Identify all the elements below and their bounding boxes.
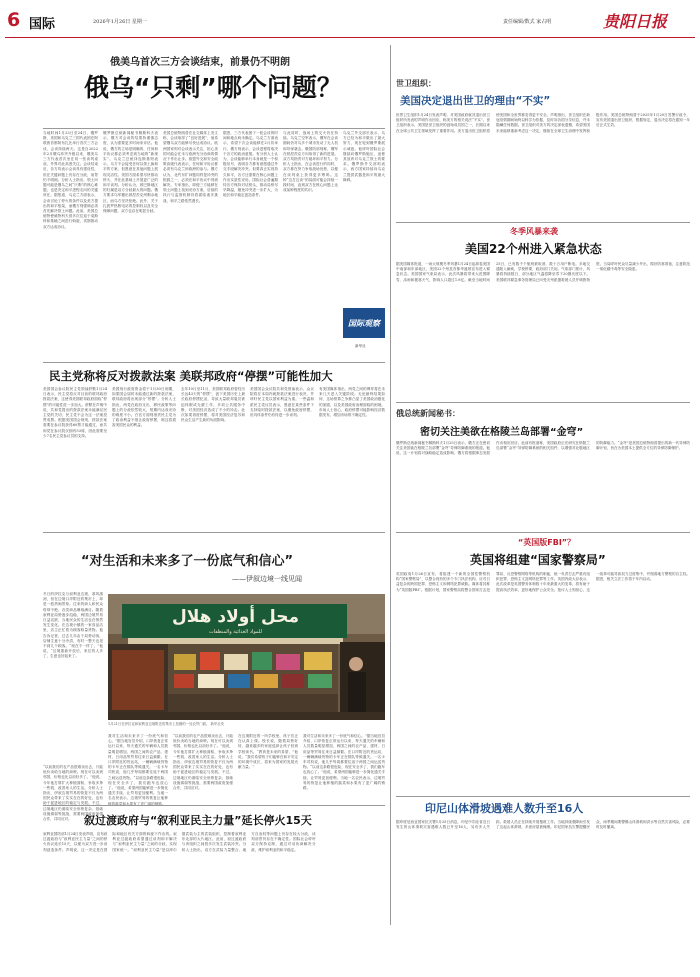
newspaper-logo: 贵阳日报 [603, 12, 668, 31]
middle-text-col4: 美国国会众议院共和党领袖表示，众议院将在本周内就拨款法案进行表决，并呼吁民主党以国家利益为重。一些温和派民主党议员表示，愿意在某些条件下支持临时拨款法案，以避免政府停摆，但具体条件仍有待进一步谈判。 [250, 387, 314, 418]
lead-text-col4: 据悉，三方代表团下一轮会谈的时间和地点尚未确定。乌克兰方面表示，希望下次会谈能够在2月初举行。俄方则表示，会谈进程将取决于各方的政治意愿。有分析人士认为，会谈能够举行本身就是一个积极信号，表明各方都有意愿通过外交手段解决冲突。但要真正实现持久和平，各方还需要在核心问题上作出实质性妥协。国际社会普遍期待各方保持对话势头，推动局势尽早降温，避免冲突进一步扩大，为地区和平稳定创造条件。 [223, 131, 278, 198]
lead-text-col6: 乌克兰外交部长表示，乌方已经为和平做出了最大努力，现在轮到俄罗斯展示诚意。他呼吁国际社会继续向俄罗斯施压，迫使其放弃对乌克兰领土的要求。俄罗斯外交部则表示，西方国家持续向乌克兰提供武器是和平的最大障碍。 [343, 131, 385, 182]
lead-text-col5: 与此同时，战场上的交火仍在持续。乌克兰空军表示，俄军在会谈期间仍对乌多个城市发动了无人机和导弹袭击。俄国防部则称，俄军在顿涅茨克方向取得了新的进展。双方均指责对方破坏和平努力。分析人士指出，在会谈进行的同时，双方都在努力争取战场优势，以便在谈判桌上获得更多筹码。这种“边打边谈”的局面可能会持续一段时间，直到双方在核心问题上达成某种程度的共识。 [283, 131, 338, 193]
shop-sign-arabic: محل أولاد هلال [171, 607, 299, 627]
s2-kicker: 冬季风暴来袭 [510, 227, 558, 236]
feature-headline: “对生活和未来多了一份底气和信心” [81, 554, 294, 569]
feature-text-col1-cont: “以前我们的农产品很难卖出去，只能低价卖给当地的商贩。现在可以卖到邻国，价格也比以前好多了。”他说，今年他打算扩大种植面积，争取多挣一些钱，改善家人的生活。分析人士指出，伊叙边境贸易的恢复不仅为两国民众带来了实实在在的好处，也有助于促进地区的稳定与发展。不过，边境地区仍面临安全形势复杂、基础设施薄弱等挑战，需要两国政府加强合作，共同应对。 [43, 765, 103, 822]
header-bar [5, 5, 695, 37]
middle-text-col1: 美国国会参议院民主党领袖舒默1月24日表示，民主党将反对目前的联邦政府拨款法案，这使得美国联邦政府面临“停摆”的可能性进一步加大。舒默在声明中说，共和党提出的拨款法案未能满足民主党的关切，民主党不会为这一法案投赞成票。根据美国国会规则，拨款法案需要在参议院获得60票才能通过，而共和党在参议院仅拥有53席，因此需要至少7名民主党参议员的支持。 [43, 387, 107, 438]
s4-divider [396, 532, 690, 533]
s3-headline: 密切关注美欲在格陵兰岛部署“金穹” [420, 427, 584, 438]
photo-caption: 1月21日在伊拉克和叙利亚边境附近的集市上拍摄的一处农贸门面。 新华社发 [108, 722, 225, 726]
page-number: 6 [7, 9, 21, 31]
middle-text-col5: 有美国媒体指出，两党之间的博弈将在未来几天进入关键阶段。无论最终结果如何，这场预算之争都凸显了美国政治极化的加剧，以及美国政府治理面临的困境。市场人士担心，政府停摆可能影响经济数据发布，增加市场的不确定性。 [319, 387, 385, 418]
s2-divider [396, 222, 690, 223]
s1-headline: 美国决定退出世卫的理由“不实” [400, 95, 551, 107]
s5-headline: 印尼山体滑坡遇难人数升至16人 [425, 802, 584, 815]
lead-text-col3: 美国总统特朗普在社交媒体上发文称，会谈取得了“良好进展”，他希望俄乌双方能够尽快达成协议。欧洲国家则对会谈表示关注，担心美国可能会在未与欧洲充分协商的情况下作出让步。欧盟外交和安全政策高级代表表示，任何和平协议都必须有乌克兰和欧洲的参与。俄方认为，北约东扩问题同样是冲突的根源之一，必须在和平协议中得到解决。专家指出，即便三方能够在领土问题上找到妥协方案，后续的执行与监督机制仍将面临诸多挑战，和平之路依然漫长。 [163, 131, 218, 203]
section-name: 国际 [29, 17, 56, 32]
s4-kicker: “英国版FBI”？ [518, 538, 576, 547]
feature-divider-top [43, 532, 385, 533]
s3-text: 俄罗斯总统新闻秘书佩斯科夫1月25日表示，俄方正在密切关注美国欲在格陵兰岛部署“金穹”导弹防御系统的报道。他说，这一计划将对战略稳定造成影响，俄方将根据事态发展作出相应回应。此前有报道称，美国政府正在研究在格陵兰岛部署“金穹”导弹防御系统的相关组件，以增强对北极地区的防御能力。“金穹”是美国总统特朗普提出的新一代导弹防御计划，旨在为美国本土提供全方位的导弹防御保护。 [396, 441, 690, 456]
lead-headline: 俄乌“只剩”哪个问题？ [84, 73, 342, 102]
feature-text-col4: 在边境附近的一所学校里，孩子们正在认真上课。校长说，随着局势好转，越来越多的家庭选择让孩子回到学校读书。“教育是未来的希望，”他说，“我们希望孩子们能够在和平安定的环境中成长，将来为国家的发展贡献力量。” [238, 734, 298, 770]
middle-divider-top [43, 362, 385, 363]
shop-sign-arabic-sub: للمواد الغذائية والمنظفات [209, 629, 262, 635]
s3-kicker: 俄总统新闻秘书： [396, 409, 460, 418]
page-editors: 责任编辑/数式 家占明 [503, 19, 552, 25]
s2-text: 据美国媒体报道，一场大规模冬季风暴1月24日起席卷美国中南部和东部地区，美国22个州及首都华盛顿宣布进入紧急状态。美国国家气象局表示，此次风暴将带来大范围降雪、冻雨和极寒天气，影响人口超过1.8亿。截至当地时间25日，已有数千个航班被取消，数十万用户断电。多地交通陷入瘫痪，学校停课，政府部门关闭。气象部门预计，风暴将持续数日，部分地区气温将降至零下20摄氏度以下。美国联邦紧急事务管理局已向受灾州派遣救援人员并调拨物资。当局呼吁民众尽量减少外出，做好防寒准备，注意防范一氧化碳中毒等安全隐患。 [396, 262, 690, 282]
header-rule [5, 37, 695, 38]
middle-headline: 民主党称将反对拨款法案 美联邦政府“停摆”可能性加大 [49, 369, 333, 383]
feature-text-col3: “以前我们的农产品很难卖出去，只能低价卖给当地的商贩。现在可以卖到邻国，价格也比以前好多了。”他说，今年他打算扩大种植面积，争取多挣一些钱，改善家人的生活。分析人士指出，伊叙边境贸易的恢复不仅为两国民众带来了实实在在的好处，也有助于促进地区的稳定与发展。不过，边境地区仍面临安全形势复杂、基础设施薄弱等挑战，需要两国政府加强合作，共同应对。 [173, 734, 233, 791]
lead-source: 新华社 [355, 344, 366, 348]
lead-divider [43, 128, 385, 129]
s4-text: 英国政府1月26日宣布，将组建一个新的全国性警察机构“国家警察局”，以整合现有的多个专门执法机构，应对日益复杂的跨国犯罪、恐怖主义和网络犯罪威胁。媒体将其称为“英国版FBI”。根据计划，国家警察局将整合国家打击犯罪局、反恐警察网络等机构的职能，统一负责打击严重有组织犯罪、恐怖主义及网络犯罪等工作。英国内政大臣表示，此次改革是英国警务体制数十年来最重大的变革，将有助于提高执法效率，更好地保护公众安全。批评人士则担心，这一改革可能导致权力过度集中，并削弱地方警察的自主权。据悉，相关立法工作将于年内启动。 [396, 572, 690, 592]
issue-date: 2026年1月26日 星期一 [93, 19, 147, 25]
s2-headline: 美国22个州进入紧急状态 [465, 242, 602, 256]
lead-text-col2: 俄罗斯总统新闻秘书佩斯科夫表示，俄方对会谈的结果持谨慎态度，认为需要更多时间来评估。他说，俄方的立场是明确的，任何和平协议都必须考虑到当地的“新现实”。乌克兰总统泽连斯基则表示，乌方不会接受任何以领土换和平的方案，但愿意在其他问题上展现灵活性。美国方面希望尽快推动停火，并在此基础上开展更广泛的和平谈判。分析认为，顿巴斯地区的归属是双方分歧最大的问题。俄方要求乌军撤出顿涅茨克州剩余地区，而乌方坚决拒绝。此外，关于扎波罗热核电站的控制权以及安全保障问题，双方也存在明显分歧。 [103, 131, 158, 214]
feature-text-col5: 我对生活和未来多了一份底气和信心。”据当地官员介绍，口岸恢复正常运行以来，每天通关的车辆和人员数量明显增加，两国之间的农产品、建材、日用品等贸易往来日益频繁。在口岸附近的货运站，一辆辆满载货物的卡车正在排队等候通关。一名卡车司机说，他几乎每周都要往返于两国之间运送货物。“以前这条路很危险，现在安全多了，我们跑车也放心了。”他说，希望两国能够进一步简化通关手续，让贸易更加便利。当地一名农民表示，边境贸易的恢复让他种植的蔬菜和水果有了更广阔的销路。 [303, 734, 385, 791]
column-logo-text: 国际观察 [348, 318, 380, 328]
feature-text-col2: 我对生活和未来多了一份底气和信心。”据当地官员介绍，口岸恢复正常运行以来，每天通关的车辆和人员数量明显增加，两国之间的农产品、建材、日用品等贸易往来日益频繁。在口岸附近的货运站，一辆辆满载货物的卡车正在排队等候通关。一名卡车司机说，他几乎每周都要往返于两国之间运送货物。“以前这条路很危险，现在安全多了，我们跑车也放心了。”他说，希望两国能够进一步简化通关手续，让贸易更加便利。当地一名农民表示，边境贸易的恢复让他种植的蔬菜和水果有了更广阔的销路。 [108, 734, 168, 806]
s1-kicker: 世卫组织： [396, 79, 436, 88]
bottom-text: 叙利亚国防部1月24日发表声明，宣布叙过渡政府与“叙利亚民主力量”之间的停火协议延长15天，以便为双方进一步谈判创造条件。声明说，这一决定是在国际和地区有关方面的斡旋下作出的。叙利亚过渡政府希望通过谈判和平解决与“叙利亚民主力量”之间的分歧，实现国家统一。“叙利亚民主力量”是以库尔德武装为主的武装组织，控制着叙利亚东北部的大片地区。此前，叙过渡政府与该组织之间曾多次发生武装冲突。分析人士指出，双方在武装力量整合、地方自治权等问题上仍存在较大分歧，谈判前景仍存在不确定性。国际社会呼吁双方保持克制，通过对话协商解决分歧，维护叙利亚的和平稳定。 [43, 832, 316, 852]
middle-text-col3: 去年10月至11月，美国联邦政府曾经历长达43天的“停摆”，创下美国历史上最长政府停摆纪录，导致大量联邦雇员被迫休假或无薪工作，多项公共服务中断，对美国经济造成了不小的冲击。此次如果再度停摆，将对美国经济复苏和民众生活产生新的负面影响。 [181, 387, 245, 423]
s5-divider [396, 796, 690, 797]
feature-text-col1: 冬日的伊拉克与叙利亚边境，寒风凛冽，但在边境口岸附近的集市上，却是一派热闹景象。往来的商人和民众络绎不绝，各类商品琳琅满目。随着叙利亚局势逐步趋稳，两国边境贸易日益活跃，当地民众的生活也在悄然发生变化。在边境小镇的一家食品店里，店主正忙着为顾客称量货物。他告诉记者，过去几年由于局势动荡，店铺生意十分冷清，有时一整天也见不到几个顾客。“现在不一样了，”他说，“边境重新开放后，来往的人多了，生意也好起来了。 [43, 592, 103, 659]
lead-text-col1: 当地时间1月23日至24日，俄罗斯、美国和乌克兰三国代表团在阿联酋首都阿布扎比举行首次三方会谈，会谈持续两天。这是自2022年2月俄乌冲突升级以来，俄美乌三方代表首次坐在同一张谈判桌前，外界对此高度关注。会谈结束后，各方均表示会谈具有建设性，但在关键问题上仍存在分歧，前景仍不明朗。分析人士指出，领土问题可能是俄乌之间“只剩”的核心难题，也是决定和平进程走向的关键所在。据报道，乌克兰方面表示，会谈讨论了停火的条件以及美方提出的和平框架，而俄方则强调必须首先解决领土问题。此前，美国总统特使威特科夫曾多次往返于莫斯科和基辅之间进行斡旋，试图推动双方达成协议。 [43, 131, 98, 229]
s4-headline: 英国将组建“国家警察局” [470, 553, 606, 567]
column-logo-box [343, 308, 385, 338]
column-divider [390, 45, 391, 925]
s5-text: 据印度尼西亚国家抗灾署1月25日消息，印尼中爪哇省近日发生的山体滑坡灾害遇难人数已升至16人，另有多人失踪。救援人员正在持续开展搜救工作。当地持续强降雨引发了这起山体滑坡，多座房屋被掩埋。印尼国家抗灾署提醒民众，雨季期间要警惕山体滑坡和洪水等自然灾害风险，必要时及时撤离。 [396, 820, 690, 830]
feature-photo [108, 594, 385, 720]
middle-text-col2: 美国现行政府资金将于1月30日到期，如果国会届时未能通过新的拨款法案，联邦政府将出现部分“停摆”。分析人士指出，两党在政府支出、移民政策等问题上的分歧依然较大，短期内达成妥协的难度不小。白宫方面则指责民主党为了政治利益不惜让政府停摆，称这将损害美国民众的利益。 [112, 387, 176, 428]
s1-text: 世界卫生组织1月24日发表声明，对美国政府就其退出世卫组织所发表的声明作出回应，称美方的相关说法“不实”。世卫组织表示，美国是世卫组织的创始成员国之一，长期以来在全球公共卫生领域发挥了重要作用。美方退出世卫组织将使美国和全世界都变得更不安全。声明指出，世卫组织在新冠疫情期间始终以科学为依据，及时向各国分享信息，并未隐瞒任何数据。世卫组织对美方的决定深表遗憾，希望美国未来能够重新考虑这一决定，继续在全球卫生治理中发挥积极作用。美国总统特朗普于2025年1月20日签署行政令，宣布美国退出世卫组织，根据规定，退出决定将在通知一年后正式生效。 [396, 113, 690, 133]
lead-kicker: 俄美乌首次三方会谈结束，前景仍不明朗 [110, 57, 290, 68]
s3-divider [396, 402, 690, 403]
bottom-headline: 叙过渡政府与“叙利亚民主力量”延长停火15天 [84, 814, 312, 827]
feature-subtitle: ——伊叙边境一线见闻 [232, 575, 302, 583]
bottom-divider-top [43, 805, 385, 806]
